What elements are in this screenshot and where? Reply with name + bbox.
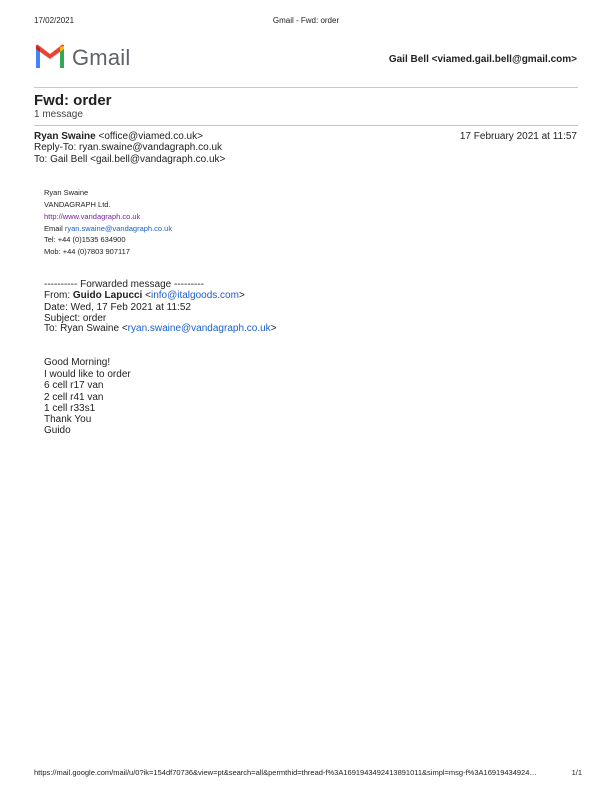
forward-to-email-link[interactable]: ryan.swaine@vandagraph.co.uk [127,323,271,334]
forward-separator: ---------- Forwarded message --------- [44,279,204,290]
forward-from [44,290,245,301]
print-title: Gmail - Fwd: order [272,16,340,25]
body-line: 2 cell r41 van [44,392,104,403]
sender-name: Ryan Swaine [34,131,96,142]
forward-to [44,323,277,334]
gmail-logo[interactable] [34,44,130,72]
message-count: 1 message [34,109,83,120]
header-divider [34,87,578,88]
forward-from-email-link[interactable]: info@italgoods.com [150,290,239,301]
forward-from-name: Guido Lapucci [72,290,143,301]
account-label: Gail Bell <viamed.gail.bell@gmail.com> [388,54,577,65]
reply-to: Reply-To: ryan.swaine@vandagraph.co.uk [34,142,223,153]
body-line: Good Morning! [44,357,111,368]
sig-mob: Mob: +44 (0)7803 907117 [44,247,130,256]
forward-from-close: > [238,290,245,301]
forward-from-open: < [142,290,151,301]
forward-from-label: From: [44,290,73,301]
subject-divider [34,125,578,126]
forward-to-label: To: Ryan Swaine < [44,323,128,334]
body-line: 1 cell r33s1 [44,403,96,414]
sig-tel: Tel: +44 (0)1535 634900 [44,235,126,244]
message-date: 17 February 2021 at 11:57 [459,131,577,142]
body-line: I would like to order [44,369,131,380]
sig-website-link[interactable]: http://www.vandagraph.co.uk [44,212,141,221]
print-date: 17/02/2021 [34,16,75,25]
gmail-wordmark: Gmail [72,45,131,70]
sig-name: Ryan Swaine [44,188,89,197]
forward-date: Date: Wed, 17 Feb 2021 at 11:52 [44,302,191,313]
footer-page-number: 1/1 [571,768,582,777]
gmail-m-icon [34,44,66,68]
body-line: 6 cell r17 van [44,380,104,391]
to-line: To: Gail Bell <gail.bell@vandagraph.co.uk> [34,154,226,165]
message-from [34,131,203,142]
footer-url: https://mail.google.com/mail/u/0?ik=154df70736&view=pt&search=all&permthid=thread-f%3A1691943492413891011&simpl=msg-f%3A16919434924… [34,768,537,777]
sig-email-link[interactable]: ryan.swaine@vandagraph.co.uk [64,224,173,233]
forward-subject: Subject: order [44,313,107,324]
sig-email-line [44,224,172,233]
body-line: Thank You [44,414,92,425]
body-line: Guido [44,425,71,436]
sig-company: VANDAGRAPH Ltd. [44,200,111,209]
sig-email-label: Email [44,224,65,233]
sender-email: <office@viamed.co.uk> [98,131,203,142]
thread-subject: Fwd: order [34,92,112,109]
forward-to-close: > [270,323,277,334]
